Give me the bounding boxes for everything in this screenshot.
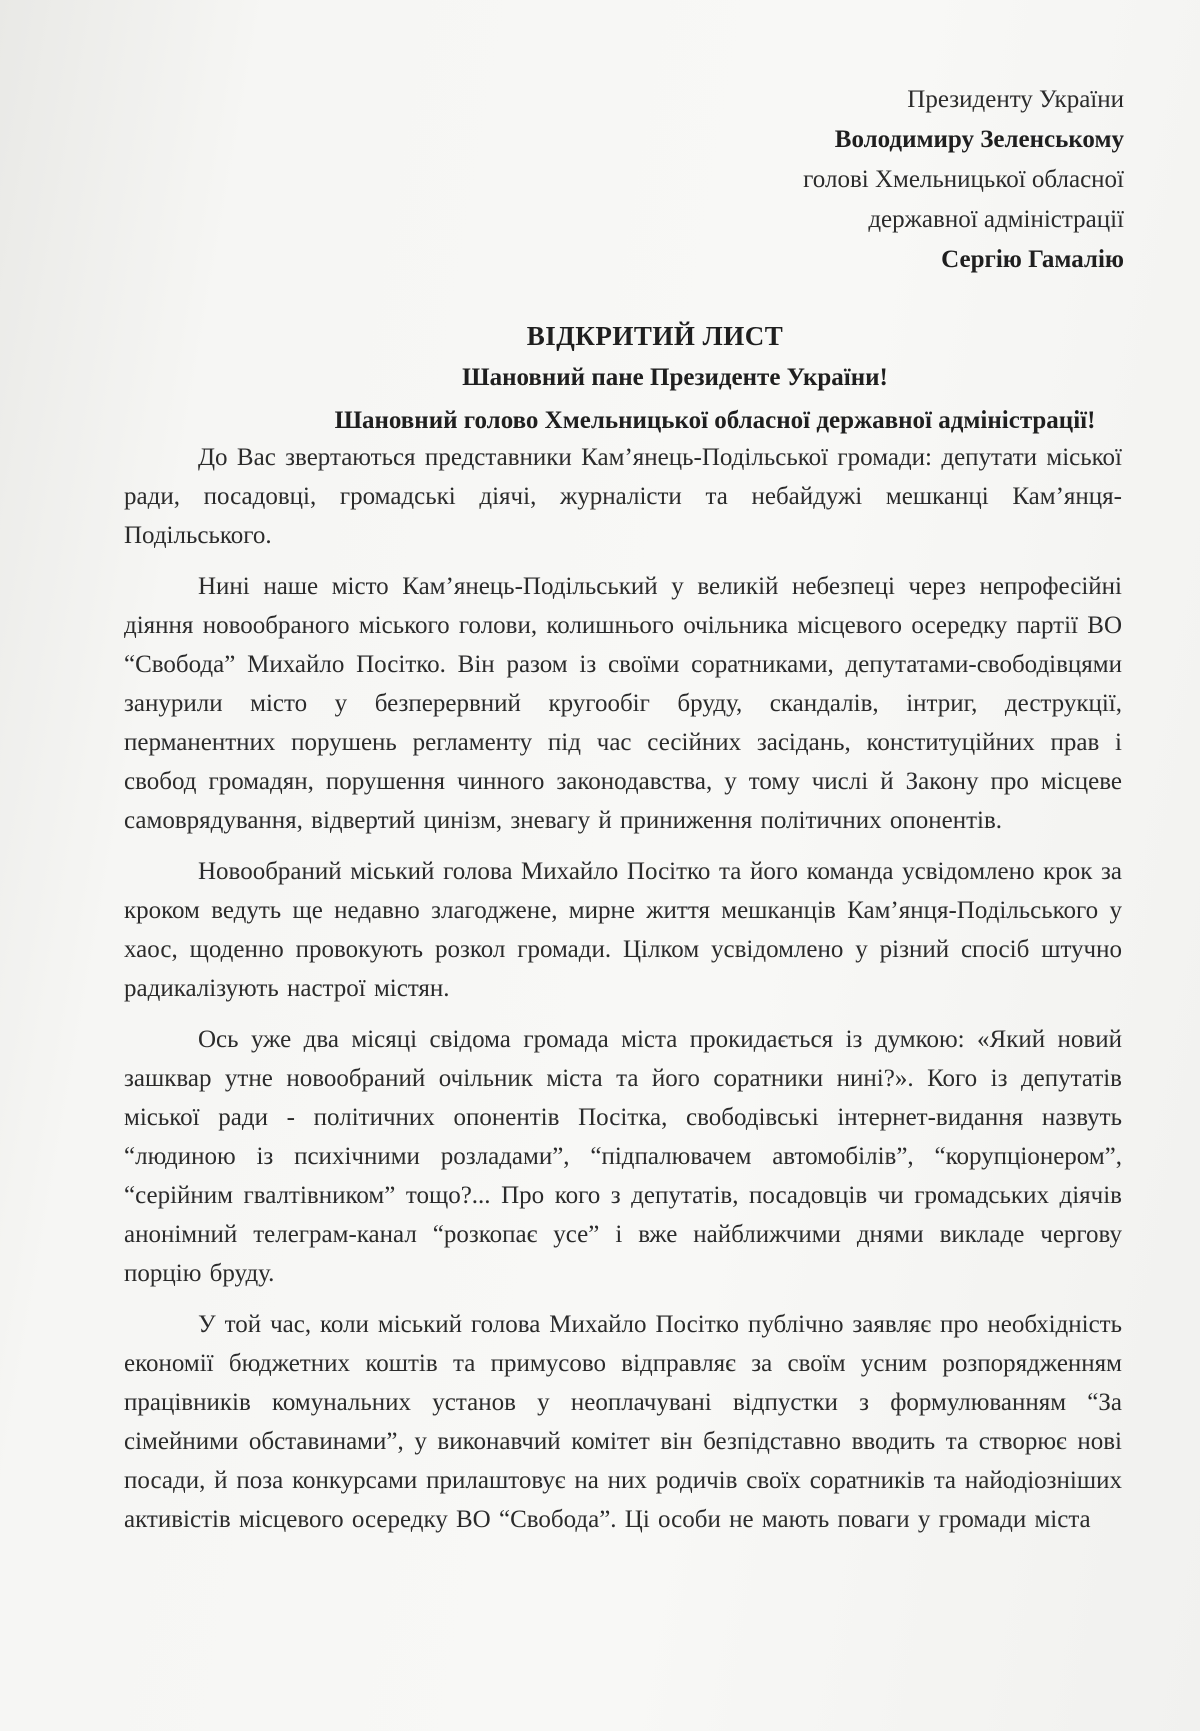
addressee-line: голові Хмельницької обласної	[803, 166, 1124, 193]
addressee-name: Сергію Гамалію	[941, 246, 1124, 273]
addressee-block	[803, 80, 1124, 280]
body-paragraph: Нині наше місто Кам’янець-Подільський у великій небезпеці через непрофесійні діяння новообраного міського голови, колишнього очільника місцевого осередку партії ВО “Свобода” Михайло Посітко. Він разом із своїми соратниками, депутатами-свободівцями занурили місто у безперервний кругообіг бруду, скандалів, інтриг, деструкції, перманентних порушень регламенту під час сесійних засідань, конституційних прав і свобод громадян, порушення чинного законодавства, у тому числі й Закону про місцеве самоврядування, відвертий цинізм, зневагу й приниження політичних опонентів.	[124, 573, 1122, 834]
body-paragraph: До Вас звертаються представники Кам’янець-Подільської громади: депутати міської ради, посадовці, громадські діячі, журналісти та небайдужі мешканці Кам’янця-Подільського.	[124, 444, 1122, 549]
addressee-name: Володимиру Зеленському	[834, 126, 1124, 153]
body-paragraph: У той час, коли міський голова Михайло Посітко публічно заявляє про необхідність економії бюджетних коштів та примусово відправляє за своїм усним розпорядженням працівників комунальних установ у неоплачувані відпустки з формулюванням “За сімейними обставинами”, у виконавчий комітет він безпідставно вводить та створює нові посади, й поза конкурсами прилаштовує на них родичів своїх соратників та найодіозніших активістів місцевого осередку ВО “Свобода”. Ці особи не мають поваги у громади міста	[124, 1311, 1122, 1533]
addressee-line: державної адміністрації	[868, 206, 1124, 233]
body-paragraph: Новообраний міський голова Михайло Посітко та його команда усвідомлено крок за кроком ведуть ще недавно злагоджене, мирне життя мешканців Кам’янця-Подільського у хаос, щоденно провокують розкол громади. Цілком усвідомлено у різний спосіб штучно радикалізують настрої містян.	[124, 858, 1122, 1002]
letter-headings	[200, 316, 1110, 442]
letter-body	[124, 438, 1122, 1551]
body-paragraph: Ось уже два місяці свідома громада міста прокидається із думкою: «Який новий зашквар утне новообраний очільник міста та його соратники нині?». Кого із депутатів міської ради - політичних опонентів Посітка, свободівські інтернет-видання назвуть “людиною із психічними розладами”, “підпалювачем автомобілів”, “корупціонером”, “серійним гвалтівником” тощо?... Про кого з депутатів, посадовців чи громадських діячів анонімний телеграм-канал “розкопає усе” і вже найближчими днями викладе чергову порцію бруду.	[124, 1026, 1122, 1287]
letter-title: ВІДКРИТИЙ ЛИСТ	[526, 321, 784, 351]
salutation-governor: Шановний голово Хмельницької обласної державної адміністрації!	[334, 407, 1096, 434]
salutation-president: Шановний пане Президенте України!	[462, 364, 888, 391]
addressee-line: Президенту України	[907, 86, 1124, 113]
